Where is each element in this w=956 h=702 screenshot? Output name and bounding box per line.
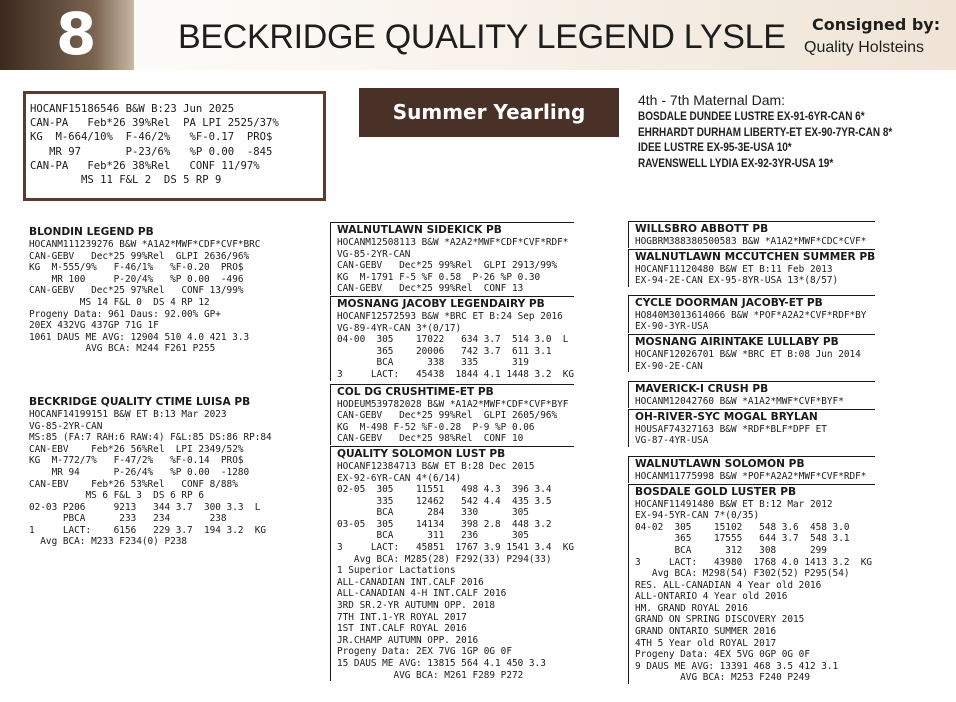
consignor-name: Quality Holsteins: [804, 39, 925, 56]
pedigree-line: Progeny Data: 961 Daus: 92.00% GP+: [29, 308, 221, 320]
pedigree-line: 9 DAUS ME AVG: 13391 468 3.5 412 3.1: [635, 660, 839, 672]
pedigree-line: PBCA 233 234 238: [29, 513, 227, 525]
pedigree-line: MR 100 P-20/4% %P 0.00 -496: [29, 273, 244, 285]
pedigree-line: HOCANM12508113 B&W *A2A2*MWF*CDF*CVF*RDF*: [337, 237, 569, 248]
pedigree-line: VG-85-2YR-CAN: [29, 420, 103, 432]
pedigree-line: AVG BCA: M253 F240 P249: [635, 672, 810, 684]
maternal-dam-entry: EHRHARDT DURHAM LIBERTY-ET EX-90-7YR-CAN 8*: [638, 125, 893, 139]
pedigree-line: 3 LACT: 45438 1844 4.1 1448 3.2 KG: [337, 368, 575, 380]
pedigree-line: EX-94-2E-CAN EX-95-8YR-USA 13*(8/57): [635, 275, 839, 287]
pedigree-line: HOCANF12384713 B&W ET B:28 Dec 2015: [337, 460, 535, 472]
pedigree-line: CAN-EBV Feb*26 53%Rel CONF 8/88%: [29, 478, 238, 490]
maternal-dam-list: [638, 109, 934, 171]
pedigree-line: 02-05 305 11551 498 4.3 396 3.4: [337, 484, 552, 496]
pedigree-line: VG-87-4YR-USA: [635, 435, 709, 447]
pedigree-column-sire-dam: [29, 225, 272, 548]
pedigree-line: EX-92-6YR-CAN 4*(6/14): [337, 472, 462, 484]
pedigree-line: 335 12462 542 4.4 435 3.5: [337, 495, 552, 507]
pedigree-line: MR 94 P-26/4% %P 0.00 -1280: [29, 466, 250, 478]
pedigree-line: 1 LACT: 6156 229 3.7 194 3.2 KG: [29, 524, 267, 536]
age-class-label: Summer Yearling: [392, 100, 586, 124]
animal-name: MOSNANG AIRINTAKE LULLABY PB: [635, 335, 839, 348]
pedigree-line: RES. ALL-CANADIAN 4 Year old 2016: [635, 579, 822, 591]
pedigree-entry: [330, 222, 574, 295]
pedigree-line: Progeny Data: 4EX 5VG 0GP 0G 0F: [635, 649, 810, 661]
animal-name: WALNUTLAWN MCCUTCHEN SUMMER PB: [635, 250, 876, 263]
lot-info-line: MR 97 P-23/6% %P 0.00 -845: [30, 145, 273, 158]
pedigree-line: 7TH INT.1-YR ROYAL 2017: [337, 611, 467, 623]
pedigree-line: EX-94-5YR-CAN 7*(0/35): [635, 510, 760, 522]
pedigree-entry: [29, 395, 272, 548]
lot-info-line: MS 11 F&L 2 DS 5 RP 9: [30, 174, 222, 187]
pedigree-line: HOUSAF74327163 B&W *RDF*BLF*DPF ET: [635, 423, 827, 435]
lot-info-line: KG M-664/10% F-46/2% %F-0.17 PRO$: [30, 131, 273, 144]
pedigree-line: CAN-GEBV Dec*25 99%Rel CONF 13: [337, 283, 524, 295]
pedigree-line: 365 17555 644 3.7 548 3.1: [635, 533, 850, 545]
pedigree-line: VG-89-4YR-CAN 3*(0/17): [337, 322, 462, 334]
pedigree-line: EX-90-2E-CAN: [635, 360, 703, 372]
pedigree-column-great-grandparents: [628, 221, 875, 684]
pedigree-entry: [29, 225, 272, 355]
animal-name: WILLSBRO ABBOTT PB: [635, 223, 769, 235]
pedigree-line: GRAND ONTARIO SUMMER 2016: [635, 626, 777, 638]
lot-info-line: HOCANF15186546 B&W B:23 Jun 2025: [30, 103, 235, 115]
maternal-dam-heading: 4th - 7th Maternal Dam:: [638, 92, 786, 108]
pedigree-line: HOCANF14199151 B&W ET B:13 Mar 2023: [29, 408, 227, 420]
pedigree-entry: [628, 249, 875, 287]
pedigree-line: CAN-GEBV Dec*25 99%Rel GLPI 2913/99%: [337, 260, 558, 272]
pedigree-line: 1ST INT.CALF ROYAL 2016: [337, 623, 467, 635]
animal-name: CYCLE DOORMAN JACOBY-ET PB: [635, 296, 823, 309]
pedigree-line: BCA 311 236 305: [337, 530, 529, 542]
pedigree-line: Progeny Data: 2EX 7VG 1GP 0G 0F: [337, 646, 512, 658]
pedigree-line: HOCANF12572593 B&W *BRC ET B:24 Sep 2016: [337, 310, 563, 322]
header-bar: [0, 0, 956, 70]
pedigree-line: HOCANM11775998 B&W *POF*A2A2*MWF*CVF*RDF*: [635, 470, 867, 482]
lot-info-box: [23, 91, 326, 201]
pedigree-line: ALL-ONTARIO 4 Year old 2016: [635, 591, 788, 603]
pedigree-line: 20EX 432VG 437GP 71G 1F: [29, 320, 159, 332]
pedigree-entry: [628, 295, 875, 333]
pedigree-line: VG-85-2YR-CAN: [337, 248, 411, 260]
pedigree-line: HOCANF11120480 B&W ET B:11 Feb 2013: [635, 263, 833, 275]
pedigree-line: KG M-772/7% F-47/2% %F-0.14 PRO$: [29, 455, 244, 467]
animal-name: BLONDIN LEGEND PB: [29, 226, 154, 238]
animal-name: QUALITY SOLOMON LUST PB: [337, 447, 506, 460]
pedigree-line: CAN-GEBV Dec*25 97%Rel CONF 13/99%: [29, 285, 244, 297]
pedigree-line: JR.CHAMP AUTUMN OPP. 2016: [337, 634, 479, 646]
animal-name: MOSNANG JACOBY LEGENDAIRY PB: [337, 297, 545, 310]
pedigree-line: EX-90-3YR-USA: [635, 321, 709, 333]
maternal-dam-entry: RAVENSWELL LYDIA EX-92-3YR-USA 19*: [638, 156, 834, 170]
pedigree-line: HO840M3013614066 B&W *POF*A2A2*CVF*RDF*BY: [635, 309, 867, 321]
pedigree-entry: [628, 221, 875, 248]
pedigree-line: AVG BCA: M244 F261 P255: [29, 343, 216, 355]
pedigree-line: ALL-CANADIAN 4-H INT.CALF 2016: [337, 588, 507, 600]
animal-name: BECKRIDGE QUALITY CTIME LUISA PB: [29, 395, 251, 408]
pedigree-line: CAN-EBV Feb*26 56%Rel LPI 2349/52%: [29, 443, 244, 455]
pedigree-line: Avg BCA: M285(28) F292(33) P294(33): [337, 553, 552, 565]
pedigree-line: MS 14 F&L 0 DS 4 RP 12: [29, 296, 210, 308]
animal-name: MAVERICK-I CRUSH PB: [635, 383, 769, 396]
pedigree-line: BCA 312 308 299: [635, 544, 827, 556]
age-class-banner: [359, 88, 619, 137]
pedigree-line: 1 Superior Lactations: [337, 565, 456, 577]
pedigree-line: KG M-555/9% F-46/1% %F-0.20 PRO$: [29, 262, 244, 274]
pedigree-line: 15 DAUS ME AVG: 13815 564 4.1 450 3.3: [337, 658, 546, 669]
pedigree-entry: [330, 296, 574, 381]
pedigree-line: CAN-GEBV Dec*25 98%Rel CONF 10: [337, 433, 524, 445]
consigned-by-label: Consigned by:: [812, 15, 941, 34]
pedigree-line: BCA 284 330 305: [337, 507, 529, 519]
pedigree-line: BCA 338 335 319: [337, 357, 529, 369]
animal-title: BECKRIDGE QUALITY LEGEND LYSLE: [178, 18, 786, 56]
pedigree-line: HOGBRM388380500583 B&W *A1A2*MWF*CDC*CVF*: [635, 236, 867, 247]
maternal-dam-entry: BOSDALE DUNDEE LUSTRE EX-91-6YR-CAN 6*: [638, 110, 865, 123]
animal-name: COL DG CRUSHTIME-ET PB: [337, 385, 494, 398]
lot-info-lines: [30, 102, 279, 187]
pedigree-line: MS 6 F&L 3 DS 6 RP 6: [29, 490, 204, 502]
pedigree-line: HOCANF12026701 B&W *BRC ET B:08 Jun 2014: [635, 348, 861, 360]
pedigree-line: 02-03 P206 9213 344 3.7 300 3.3 L: [29, 501, 261, 513]
pedigree-column-grandparents: [330, 222, 574, 681]
pedigree-line: GRAND ON SPRING DISCOVERY 2015: [635, 614, 805, 626]
pedigree-entry: [330, 446, 574, 681]
pedigree-line: KG M-498 F-52 %F-0.28 P-9 %P 0.06: [337, 421, 535, 433]
pedigree-line: 365 20006 742 3.7 611 3.1: [337, 345, 552, 357]
pedigree-line: HM. GRAND ROYAL 2016: [635, 602, 748, 614]
pedigree-entry: [330, 384, 574, 445]
pedigree-line: HOCANM111239276 B&W *A1A2*MWF*CDF*CVF*BRC: [29, 239, 261, 250]
pedigree-line: KG M-1791 F-5 %F 0.58 P-26 %P 0.30: [337, 271, 541, 283]
pedigree-line: 3 LACT: 45851 1767 3.9 1541 3.4 KG: [337, 542, 575, 554]
pedigree-line: 3 LACT: 43980 1768 4.0 1413 3.2 KG: [635, 556, 873, 568]
pedigree-line: HODEUM539782028 B&W *A1A2*MWF*CDF*CVF*BYF: [337, 398, 569, 410]
pedigree-line: CAN-GEBV Dec*25 99%Rel GLPI 2636/96%: [29, 250, 250, 262]
pedigree-line: AVG BCA: M261 F289 P272: [337, 669, 524, 681]
lot-info-line: CAN-PA Feb*26 39%Rel PA LPI 2525/37%: [30, 117, 279, 130]
pedigree-line: CAN-GEBV Dec*25 99%Rel GLPI 2605/96%: [337, 410, 558, 422]
animal-name: WALNUTLAWN SOLOMON PB: [635, 457, 805, 470]
pedigree-entry: [628, 381, 875, 408]
lot-number-box: [0, 0, 134, 70]
maternal-dam-entry: IDEE LUSTRE EX-95-3E-USA 10*: [638, 141, 792, 155]
pedigree-entry: [628, 409, 875, 447]
pedigree-line: 04-02 305 15102 548 3.6 458 3.0: [635, 521, 850, 533]
pedigree-entry: [628, 334, 875, 372]
pedigree-line: 04-00 305 17022 634 3.7 514 3.0 L: [337, 334, 569, 346]
pedigree-line: 4TH 5 Year old ROYAL 2017: [635, 637, 777, 649]
pedigree-line: ALL-CANADIAN INT.CALF 2016: [337, 576, 484, 588]
pedigree-line: MS:85 (FA:7 RAH:6 RAW:4) F&L:85 DS:86 RP:84: [29, 432, 272, 444]
animal-name: BOSDALE GOLD LUSTER PB: [635, 485, 797, 498]
pedigree-line: 3RD SR.2-YR AUTUMN OPP. 2018: [337, 600, 496, 612]
animal-name: OH-RIVER-SYC MOGAL BRYLAN: [635, 410, 818, 423]
animal-name: WALNUTLAWN SIDEKICK PB: [337, 224, 502, 236]
pedigree-line: Avg BCA: M298(54) F302(52) P295(54): [635, 568, 850, 580]
pedigree-line: HOCANM12042760 B&W *A1A2*MWF*CVF*BYF*: [635, 396, 844, 408]
lot-number: 8: [56, 0, 97, 68]
pedigree-line: 1061 DAUS ME AVG: 12904 510 4.0 421 3.3: [29, 331, 250, 343]
pedigree-line: HOCANF11491480 B&W ET B:12 Mar 2012: [635, 498, 833, 510]
pedigree-entry: [628, 456, 875, 483]
lot-info-line: CAN-PA Feb*26 38%Rel CONF 11/97%: [30, 159, 260, 172]
pedigree-line: Avg BCA: M233 F234(0) P238: [29, 536, 188, 548]
pedigree-line: 03-05 305 14134 398 2.8 448 3.2: [337, 518, 552, 530]
pedigree-entry: [628, 484, 875, 685]
